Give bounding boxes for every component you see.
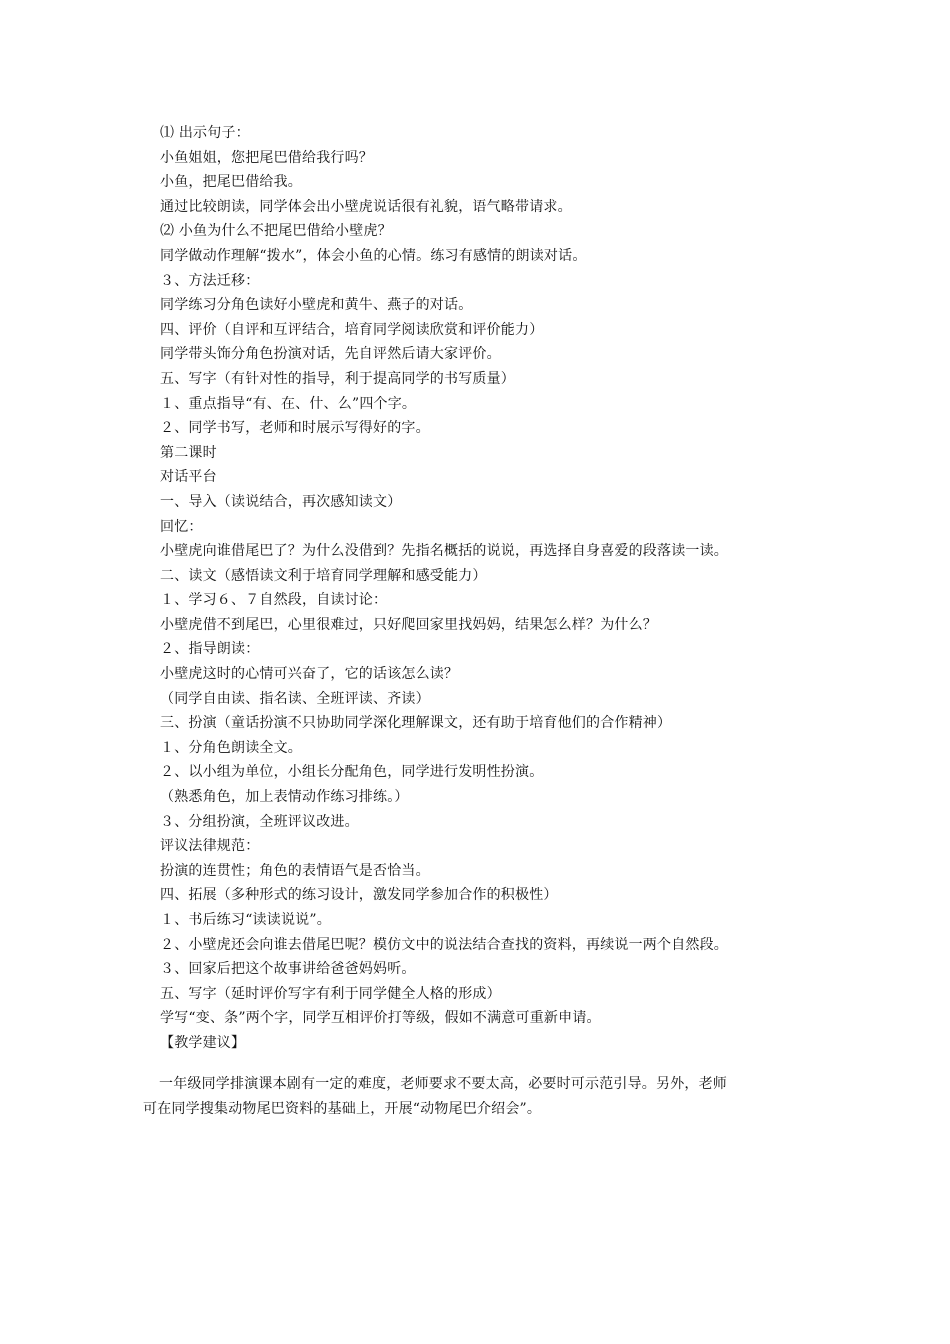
text-line: １、分角色朗读全文。: [160, 739, 302, 756]
text-line: ２、小壁虎还会向谁去借尾巴呢？模仿文中的说法结合查找的资料，再续说一两个自然段。: [160, 936, 728, 953]
text-line: 小壁虎向谁借尾巴了？为什么没借到？先指名概括的说说，再选择自身喜爱的段落读一读。: [160, 543, 728, 560]
section-heading: 四、拓展（多种形式的练习设计，激发同学参加合作的积极性）: [160, 887, 558, 904]
text-line: ３、方法迁移：: [160, 272, 260, 289]
section-heading: 五、写字（延时评价写字有利于同学健全人格的形成）: [160, 985, 501, 1002]
text-line: 通过比较朗读，同学体会出小壁虎说话很有礼貌，语气略带请求。: [160, 198, 572, 215]
text-line: 同学做动作理解“拨水”，体会小鱼的心情。练习有感情的朗读对话。: [160, 247, 587, 264]
paragraph-line: 可在同学搜集动物尾巴资料的基础上，开展“动物尾巴介绍会”。: [143, 1101, 542, 1117]
teaching-suggestion-heading: 【教学建议】: [160, 1034, 246, 1051]
section-heading: 二、读文（感悟读文利于培育同学理解和感受能力）: [160, 567, 487, 584]
text-line: （同学自由读、指名读、全班评读、齐读）: [160, 690, 430, 707]
text-line: 学写“变、条”两个字，同学互相评价打等级，假如不满意可重新申请。: [160, 1010, 601, 1027]
text-line: ⑵ 小鱼为什么不把尾巴借给小壁虎？: [160, 223, 392, 240]
section-heading: 一、导入（读说结合，再次感知读文）: [160, 493, 402, 510]
text-line: ２、同学书写，老师和时展示写得好的字。: [160, 420, 430, 437]
text-line: 同学带头饰分角色扮演对话，先自评然后请大家评价。: [160, 346, 501, 363]
text-line: （熟悉角色，加上表情动作练习排练。）: [160, 789, 409, 806]
text-line: ３、分组扮演，全班评议改进。: [160, 813, 359, 830]
text-line: 小壁虎借不到尾巴，心里很难过，只好爬回家里找妈妈，结果怎么样？为什么？: [160, 616, 657, 633]
text-line: 扮演的连贯性；角色的表情语气是否恰当。: [160, 862, 430, 879]
text-line: 小鱼，把尾巴借给我。: [160, 174, 302, 191]
lesson-plan-body: [160, 121, 810, 1056]
text-line: １、学习６、７自然段，自读讨论：: [160, 592, 388, 609]
teaching-suggestion-paragraph: [143, 1072, 803, 1122]
text-line: 回忆：: [160, 518, 203, 535]
section-heading: 四、评价（自评和互评结合，培育同学阅读欣赏和评价能力）: [160, 321, 544, 338]
text-line: １、书后练习“读读说说”。: [160, 912, 331, 928]
text-line: 小壁虎这时的心情可兴奋了，它的话该怎么读？: [160, 666, 459, 683]
text-line: 同学练习分角色读好小壁虎和黄牛、燕子的对话。: [160, 297, 473, 314]
text-line: 评议法律规范：: [160, 838, 260, 855]
section-heading: 五、写字（有针对性的指导，利于提高同学的书写质量）: [160, 370, 515, 387]
text-line: ２、指导朗读：: [160, 641, 260, 658]
text-line: ⑴ 出示句子：: [160, 125, 250, 141]
text-line: ２、以小组为单位，小组长分配角色，同学进行发明性扮演。: [160, 764, 544, 781]
lesson-title: 第二课时: [160, 444, 217, 461]
section-heading: 三、扮演（童话扮演不只协助同学深化理解课文，还有助于培育他们的合作精神）: [160, 715, 672, 732]
text-line: 小鱼姐姐，您把尾巴借给我行吗？: [160, 149, 373, 166]
text-line: ３、回家后把这个故事讲给爸爸妈妈听。: [160, 961, 416, 978]
text-line: １、重点指导“有、在、什、么”四个字。: [160, 395, 417, 412]
subsection-title: 对话平台: [160, 469, 217, 486]
paragraph-line: 一年级同学排演课本剧有一定的难度，老师要求不要太高，必要时可示范引导。另外，老师: [159, 1076, 727, 1092]
